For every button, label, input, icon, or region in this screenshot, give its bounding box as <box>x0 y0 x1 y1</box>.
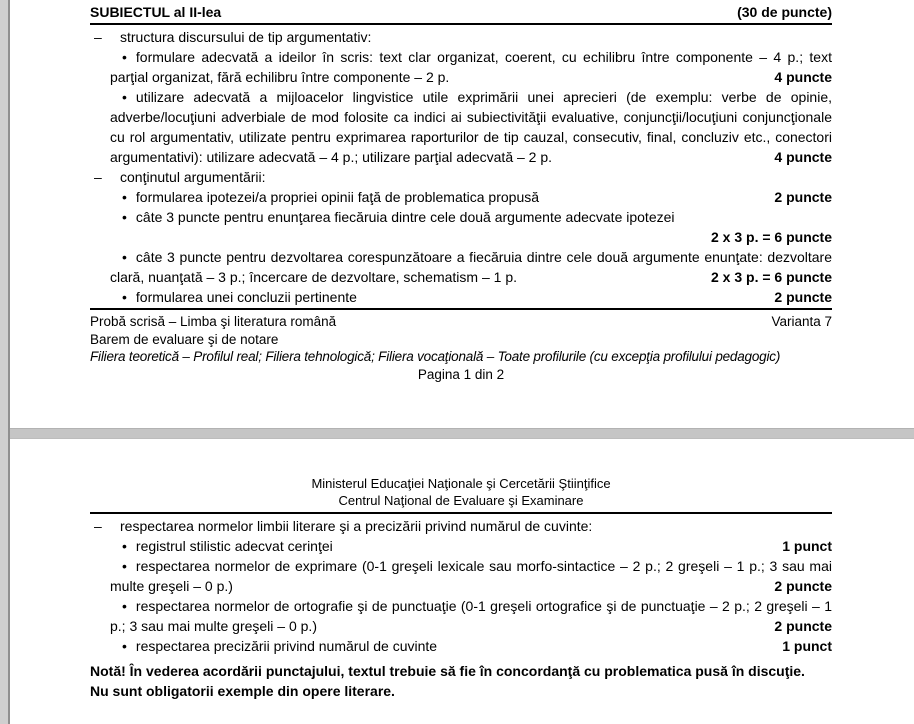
bullet-marker: • <box>122 49 127 65</box>
dash-marker: – <box>94 29 102 45</box>
bullet-marker: • <box>122 598 127 614</box>
criterion-text: câte 3 puncte pentru dezvoltarea corespunzătoare a fiecăruia dintre cele două argumente enunţate: dezvoltare clară, nuanţată – 3 p.; încercare de dezvoltare, schematism – 1 p. <box>110 249 832 285</box>
header-rule <box>90 512 832 514</box>
criterion-points: 4 puncte <box>774 149 832 165</box>
criterion-text: formularea ipotezei/a propriei opinii faţă de problematica propusă <box>135 189 540 205</box>
bullet-marker: • <box>122 638 127 654</box>
criterion-text: utilizare adecvată a mijloacelor lingvistice utile exprimării unei aprecieri (de exemplu: verbe de opinie, adverbe/locuţiuni adverbiale de mod folosite ca indici ai subiectivităţii evaluative, conjuncţii/locuţiuni conjuncţionale cu rol argumentativ, utilizate pentru exprimarea raporturilor de tip cauzal, consecutiv, final, concluziv etc., conectori argumentativi): utilizare adecvată – 4 p.; utilizare parţial adecvată – 2 p. <box>110 89 832 165</box>
page-footer <box>90 308 832 383</box>
footer-barem-label: Barem de evaluare şi de notare <box>90 331 279 347</box>
criterion-points: 2 x 3 p. = 6 puncte <box>711 269 832 285</box>
criterion-group-label: respectarea normelor limbii literare şi a precizării privind numărul de cuvinte: <box>120 518 593 534</box>
bullet-marker: • <box>122 249 127 265</box>
criterion-text: registrul stilistic adecvat cerinţei <box>135 538 333 554</box>
criterion-points: 2 puncte <box>774 189 832 205</box>
footer-varianta-label: Varianta 7 <box>771 314 832 329</box>
criterion-item <box>110 636 832 656</box>
dash-marker: – <box>94 518 102 534</box>
criterion-item <box>110 596 832 636</box>
criterion-points-line: 2 x 3 p. = 6 puncte <box>711 229 832 245</box>
criterion-text: formulare adecvată a ideilor în scris: text clar organizat, coerent, cu echilibru între componente – 4 p.; text parţial organizat, fără echilibru între componente – 2 p. <box>110 49 832 85</box>
nota-text-secondary: Nu sunt obligatorii exemple din opere literare. <box>90 683 395 699</box>
criterion-points: 2 puncte <box>774 618 832 634</box>
bullet-marker: • <box>122 209 127 225</box>
criterion-item <box>110 287 832 307</box>
footer-filiera-label: Filiera teoretică – Profilul real; Filiera tehnologică; Filiera vocaţională – Toate profilurile (cu excepţia profilului pedagogic) <box>90 349 781 364</box>
criterion-item <box>110 536 832 556</box>
criterion-text: formularea unei concluzii pertinente <box>135 289 357 305</box>
criterion-points: 1 punct <box>782 538 832 554</box>
criterion-group-structura <box>90 27 832 47</box>
ministry-label: Ministerul Educaţiei Naţionale şi Cercetării Ştiinţifice <box>311 476 611 491</box>
footer-row <box>90 313 832 331</box>
bullet-marker: • <box>122 538 127 554</box>
criterion-item <box>110 47 832 87</box>
subject-title-row <box>90 3 832 25</box>
subject-total-points: (30 de puncte) <box>737 4 832 20</box>
page-1 <box>10 0 914 428</box>
criterion-points: 2 puncte <box>774 578 832 594</box>
criterion-group-label: structura discursului de tip argumentativ: <box>120 29 372 45</box>
criterion-item <box>110 556 832 596</box>
bullet-marker: • <box>122 558 127 574</box>
criterion-group-label: conţinutul argumentării: <box>120 169 266 185</box>
bullet-marker: • <box>122 89 127 105</box>
pages-container <box>10 0 914 724</box>
criterion-text: respectarea normelor de ortografie şi de punctuaţie (0-1 greşeli ortografice şi de punctuaţie – 2 p.; 2 greşeli – 1 p.; 3 sau mai multe greşeli – 0 p.) <box>110 598 832 634</box>
criterion-points: 2 puncte <box>774 289 832 305</box>
page-margin-strip <box>0 0 10 724</box>
criterion-item <box>110 247 832 287</box>
bullet-marker: • <box>122 189 127 205</box>
page-2-header <box>90 475 832 509</box>
criterion-points: 4 puncte <box>774 69 832 85</box>
criterion-group-norme <box>90 516 832 536</box>
evaluation-center-label: Centrul Naţional de Evaluare şi Examinare <box>338 493 584 508</box>
criterion-text: respectarea precizării privind numărul de cuvinte <box>135 638 438 654</box>
criterion-item <box>110 187 832 207</box>
footer-page-number: Pagina 1 din 2 <box>417 366 505 382</box>
page-separator-band <box>10 428 914 439</box>
criterion-text: câte 3 puncte pentru enunţarea fiecăruia dintre cele două argumente adecvate ipotezei <box>135 209 675 225</box>
criterion-points: 1 punct <box>782 638 832 654</box>
criterion-group-continut <box>90 167 832 187</box>
nota-section <box>90 661 832 701</box>
nota-text: Notă! În vederea acordării punctajului, textul trebuie să fie în concordanţă cu problematica pusă în discuţie. <box>90 663 805 679</box>
criterion-item <box>110 87 832 167</box>
bullet-marker: • <box>122 289 127 305</box>
page-2 <box>10 439 914 724</box>
subject-title: SUBIECTUL al II-lea <box>90 4 222 20</box>
criterion-text: respectarea normelor de exprimare (0-1 greşeli lexicale sau morfo-sintactice – 2 p.; 2 greşeli – 1 p.; 3 sau mai multe greşeli – 0 p.) <box>110 558 832 594</box>
dash-marker: – <box>94 169 102 185</box>
criterion-item <box>110 207 832 227</box>
footer-proba-label: Probă scrisă – Limba şi literatura română <box>90 314 337 329</box>
